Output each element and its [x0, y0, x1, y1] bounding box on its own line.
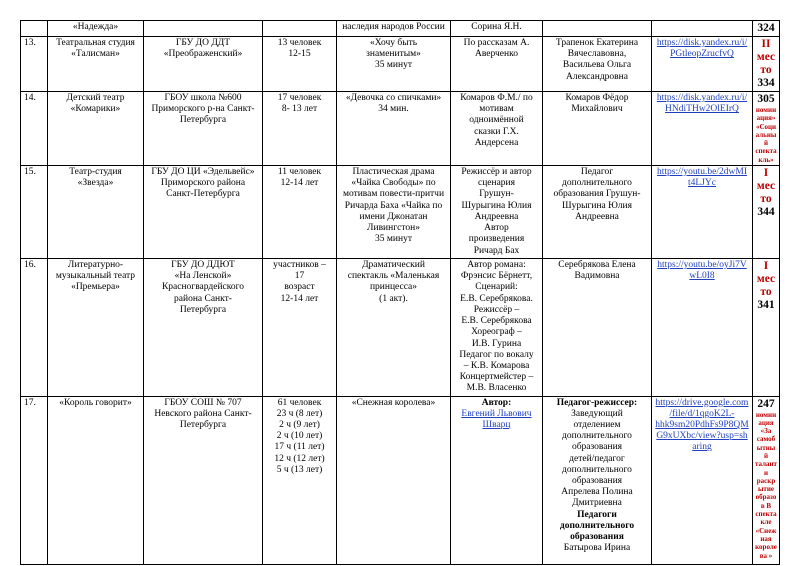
collective-name-cell [48, 396, 144, 564]
score-value: 334 [757, 77, 775, 89]
institution-cell [144, 259, 263, 396]
text-line: Евгений Львович [461, 408, 532, 419]
text-line: Педагог-режиссер: [556, 397, 638, 408]
text-line: Шурыгина Юлия [562, 200, 632, 211]
text-line: сценария [477, 178, 516, 189]
text-line: Театр-студия [69, 167, 122, 178]
table-row [21, 37, 780, 92]
text-line: Автор: [481, 397, 512, 408]
text-line: Автор романа: [467, 260, 526, 271]
text-line: Концертмейстер – [459, 372, 534, 383]
text-line: «На Ленской» [174, 271, 232, 282]
institution-cell [144, 21, 263, 37]
text-line: Шварц [482, 419, 511, 430]
text-line: Петербурга [179, 115, 227, 126]
score-value: 341 [757, 299, 775, 312]
link-text: https://drive.google.com [655, 397, 749, 408]
performance-cell [337, 166, 451, 259]
text-line: Автор [484, 223, 509, 234]
row-number: 15. [24, 167, 36, 178]
text-line: И.В. Гурина [471, 338, 522, 349]
text-line: Сорина Я.Н. [471, 22, 522, 32]
text-line: имени Джонатан [359, 211, 428, 222]
author-cell [451, 259, 543, 396]
director-cell [543, 259, 652, 396]
text-line: Петербурга [179, 419, 227, 430]
text-line: «Чайка Свободы» по [351, 178, 436, 189]
text-line: дополнительного [562, 178, 632, 189]
text-line: «Социальны [755, 122, 777, 139]
text-line: ГБУ ДО ДДЮТ [171, 260, 235, 271]
result-cell [753, 92, 780, 166]
text-line: Ливингстон» [367, 223, 420, 234]
score-value: 324 [757, 22, 775, 34]
author-cell [451, 21, 543, 37]
performance-cell [337, 92, 451, 166]
text-line: королева » [755, 543, 777, 560]
text-line: Васильева Ольга [562, 60, 632, 71]
text-line: ГБОУ школа №600 [164, 93, 242, 103]
text-line: Комаров Фёдор [565, 93, 629, 103]
link-text: wL0I8 [689, 271, 715, 282]
author-cell [451, 166, 543, 259]
text-line: Комаров Ф.М./ по [460, 93, 533, 103]
text-line: Режиссёр и автор [461, 167, 532, 178]
text-line: 23 ч (8 лет) [276, 408, 323, 419]
text-line: 8- 13 лет [281, 104, 318, 115]
text-line: Хореограф – [471, 327, 522, 338]
performance-cell [337, 37, 451, 92]
link-text: hhk9sm20PdhFs9P8QM [655, 419, 749, 430]
text-line: Ричард Бах [473, 245, 520, 256]
score-value: 247 [757, 397, 775, 410]
text-line: образования [571, 475, 623, 486]
participants-cell [263, 259, 337, 396]
text-line: 17 человек [277, 93, 322, 103]
text-line: «Девочка со спичками» [345, 93, 442, 103]
text-line: самобытный [756, 435, 776, 460]
text-line: Грушун- [479, 189, 514, 200]
author-cell [451, 92, 543, 166]
link-text: G9xUXbc/view?usp=sh [656, 431, 748, 442]
director-cell [543, 37, 652, 92]
video-link[interactable] [654, 398, 750, 454]
author-cell [451, 37, 543, 92]
text-line: Вячеславовна, [567, 49, 627, 60]
text-line: Заведующий [571, 408, 623, 419]
video-link-cell [652, 21, 753, 37]
text-line: «За [760, 427, 772, 436]
table-row [21, 396, 780, 564]
participants-cell [263, 21, 337, 37]
text-line: Режиссёр – [473, 304, 520, 315]
text-line: «Снежная [755, 526, 777, 543]
video-link-cell [652, 396, 753, 564]
link-text: /file/d/1qgoK2L- [669, 408, 735, 419]
row-number: 16. [24, 260, 36, 271]
collective-name-cell [48, 37, 144, 92]
link-text: t4LJYc [688, 178, 716, 189]
result-cell [753, 396, 780, 564]
link-text: https://disk.yandex.ru/i/ [656, 93, 748, 103]
text-line: Е.В. Серебрякова [461, 316, 532, 327]
table-row [21, 21, 780, 37]
place-label: I место [756, 167, 776, 206]
text-line: 13 человек [277, 38, 322, 48]
participants-cell [263, 37, 337, 92]
text-line: Михайлович [571, 104, 623, 115]
score-value: 305 [757, 93, 775, 105]
director-cell [543, 92, 652, 166]
institution-cell [144, 92, 263, 166]
text-line: Литературно- [67, 260, 124, 271]
institution-cell [144, 37, 263, 92]
text-line: образов В [755, 493, 777, 510]
text-line: По рассказам А. [463, 38, 530, 48]
text-line: принцесса» [369, 282, 418, 293]
text-line: Театральная студия [56, 38, 135, 48]
text-line: 11 человек [277, 167, 322, 178]
text-line: Детский театр [66, 93, 125, 103]
text-line: 35 минут [375, 234, 412, 245]
row-number-cell [21, 396, 48, 564]
text-line: дополнительного [562, 431, 632, 442]
text-line: ГБУ ДО ДДТ [175, 38, 231, 48]
text-line: Драматический [362, 260, 425, 271]
result-cell [753, 259, 780, 396]
row-number-cell [21, 92, 48, 166]
text-line: Серебрякова Елена [558, 260, 636, 271]
text-line: Красногвардейского [161, 282, 245, 293]
text-line: «Хочу быть [369, 38, 418, 48]
director-cell [543, 396, 652, 564]
text-line: возраст [284, 282, 315, 293]
results-table [20, 20, 780, 565]
text-line: Приморского района [160, 178, 246, 189]
text-line: 17 [294, 271, 305, 282]
text-line: «Комарики» [70, 104, 121, 115]
video-link-cell [652, 259, 753, 396]
text-line: Петербурга [179, 304, 227, 315]
text-line: произведения [468, 234, 525, 245]
text-line: номинация» [755, 106, 777, 123]
collective-name-cell [48, 92, 144, 166]
row-number: 14. [24, 93, 36, 103]
result-cell [753, 21, 780, 37]
text-line: 2 ч (10 лет) [276, 431, 323, 442]
participants-cell [263, 166, 337, 259]
video-link[interactable] [654, 38, 750, 60]
text-line: Аверченко [475, 49, 518, 60]
text-line: знаменитым» [366, 49, 421, 60]
text-line: Педагог [580, 167, 614, 178]
text-line: Педагог по вокалу [459, 349, 534, 360]
video-link[interactable] [654, 93, 750, 115]
link-text: PGtleopZrucfvQ [670, 49, 734, 60]
video-link[interactable] [654, 260, 750, 282]
score-value: 344 [757, 206, 775, 219]
text-line: «Снежная королева» [351, 397, 436, 408]
link-text: https://youtu.be/oyJi7V [657, 260, 747, 271]
text-line: й спектакль» [755, 139, 777, 164]
collective-name-cell [48, 21, 144, 37]
text-line: Трапенок Екатерина [555, 38, 639, 48]
text-line: Санкт-Петербурга [166, 189, 240, 200]
text-line: наследия народов России [342, 22, 445, 32]
text-line: 61 человек [277, 397, 322, 408]
text-line: музыкальный театр [55, 271, 136, 282]
text-line: «Надежда» [72, 22, 119, 32]
link-text: https://youtu.be/2dwMI [657, 167, 747, 178]
row-number-cell [21, 37, 48, 92]
text-line: «Талисман» [71, 49, 120, 60]
text-line: Андреевна [474, 211, 519, 222]
text-line: Фрэнсис Бёрнетт, [460, 271, 533, 282]
institution-cell [144, 166, 263, 259]
video-link[interactable] [654, 167, 750, 189]
text-line: «Преображенский» [163, 49, 243, 60]
collective-name-cell [48, 259, 144, 396]
performance-cell [337, 396, 451, 564]
text-line: Е.В. Серебрякова. [460, 293, 533, 304]
link-text: https://disk.yandex.ru/i/ [656, 38, 748, 48]
text-line: Шурыгина Юлия [461, 200, 532, 211]
text-line: – К.В. Комарова [463, 360, 530, 371]
place-label: I место [756, 260, 776, 299]
text-line: сказки Г.Х. [474, 126, 519, 137]
text-line: (1 акт). [379, 293, 408, 304]
text-line: 12-15 [288, 49, 311, 60]
place-label: II место [756, 38, 776, 76]
video-link-cell [652, 92, 753, 166]
text-line: отделением [573, 419, 621, 430]
text-line: района Санкт- [174, 293, 232, 304]
row-number-cell [21, 21, 48, 37]
text-line: Дмитриевна [572, 498, 622, 509]
text-line: спектакле [755, 510, 777, 527]
text-line: Андреевна [575, 211, 619, 222]
text-line: образования Грушун- [553, 189, 641, 200]
row-number-cell [21, 259, 48, 396]
text-line: участников – [273, 260, 326, 271]
text-line: 2 ч (9 лет) [279, 419, 320, 430]
text-line: дополнительного [562, 464, 632, 475]
text-line: детей/педагог [569, 453, 625, 464]
text-line: М.В. Власенко [466, 383, 527, 394]
result-cell [753, 166, 780, 259]
text-line: мотивам повести-притчи [342, 189, 445, 200]
text-line: образования [571, 442, 623, 453]
link-text: HNdiTHw2OlEIrQ [665, 104, 739, 115]
table-row [21, 166, 780, 259]
text-line: Приморского р-на Санкт- [151, 104, 255, 115]
table-row [21, 259, 780, 396]
institution-cell [144, 396, 263, 564]
author-cell [451, 396, 543, 564]
video-link-cell [652, 166, 753, 259]
row-number: 17. [24, 397, 36, 408]
text-line: Батырова Ирина [563, 543, 631, 554]
text-line: Невского района Санкт- [154, 408, 252, 419]
text-line: Апрелева Полина [561, 487, 633, 498]
text-line: талант и [755, 460, 777, 477]
text-line: Педагоги [577, 509, 617, 520]
performance-cell [337, 21, 451, 37]
text-line: мотивам [479, 104, 514, 115]
text-line: 34 мин. [378, 104, 409, 115]
text-line: Александровна [566, 71, 628, 82]
text-line: 12-14 лет [280, 178, 319, 189]
text-line: «Король говорит» [59, 397, 132, 408]
text-line: Вадимовна [574, 271, 620, 282]
text-line: номинация [755, 410, 777, 427]
participants-cell [263, 396, 337, 564]
text-line: «Звезда» [77, 178, 114, 189]
text-line: «Премьера» [71, 282, 120, 293]
text-line: Андерсена [474, 137, 519, 148]
text-line: дополнительного [559, 520, 635, 531]
table-row [21, 92, 780, 166]
text-line: Сценарий: [475, 282, 518, 293]
text-line: одноимённой [469, 115, 524, 126]
text-line: 17 ч (11 лет) [274, 442, 325, 453]
text-line: 12 ч (12 лет) [274, 453, 325, 464]
director-cell [543, 166, 652, 259]
collective-name-cell [48, 166, 144, 259]
text-line: ГБУ ДО ЦИ «Эдельвейс» [151, 167, 255, 178]
text-line: Ричарда Баха «Чайка по [344, 200, 443, 211]
text-line: ГБОУ СОШ № 707 [164, 397, 242, 408]
video-link-cell [652, 37, 753, 92]
text-line: Пластическая драма [352, 167, 435, 178]
link-text: aring [692, 442, 712, 453]
row-number-cell [21, 166, 48, 259]
text-line: 12-14 лет [280, 293, 319, 304]
text-line: 35 минут [375, 60, 412, 71]
result-cell [753, 37, 780, 92]
text-line: раскрытие [756, 476, 776, 494]
director-cell [543, 21, 652, 37]
row-number: 13. [24, 38, 36, 48]
participants-cell [263, 92, 337, 166]
performance-cell [337, 259, 451, 396]
text-line: образования [570, 531, 624, 542]
text-line: 5 ч (13 лет) [276, 464, 323, 475]
text-line: спектакль «Маленькая [347, 271, 440, 282]
